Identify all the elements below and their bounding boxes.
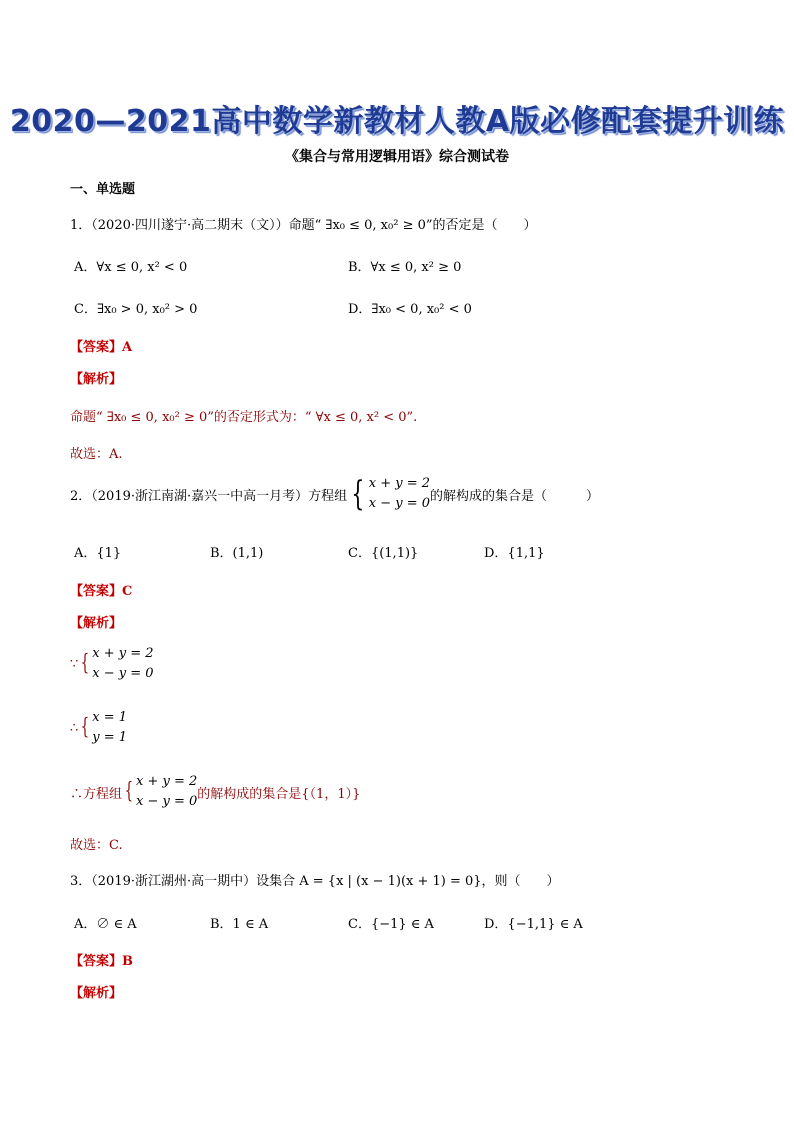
q2-answer: [70, 580, 132, 599]
q2-solution-system: [78, 708, 127, 748]
answer-label: 【答案】: [70, 954, 123, 969]
q2-because: [70, 644, 154, 684]
brace-icon: {: [351, 474, 365, 514]
q1-option-d: D．∃x₀ < 0, x₀² < 0: [348, 302, 472, 317]
q2-eq1: x + y = 2: [136, 774, 198, 789]
q3-answer: [70, 950, 133, 969]
q2-sol2: y = 1: [92, 730, 128, 745]
q3-option-b: B．1 ∈ A: [210, 917, 269, 932]
q1-option-a: A．∀x ≤ 0, x² < 0: [74, 260, 188, 275]
q2-concl-post: 的解构成的集合是{（1，1）}: [197, 786, 361, 802]
page-title: 2020—2021高中数学新教材人教A版必修配套提升训练: [9, 104, 785, 139]
q2-concl-pre: ∴方程组: [70, 786, 123, 802]
q3-option-d: D．{−1,1} ∈ A: [484, 917, 583, 932]
q2-eq2: x − y = 0: [92, 666, 154, 681]
brace-icon: {: [124, 779, 134, 804]
answer-value: C: [122, 584, 133, 599]
q2-eq2: x − y = 0: [368, 496, 431, 511]
q2-stem: [70, 474, 599, 514]
q2-equation-system: [347, 474, 430, 514]
brace-icon: {: [81, 651, 90, 676]
q1-analysis-label: 【解析】: [70, 372, 123, 387]
q2-eq2: x − y = 0: [136, 794, 198, 809]
q1-option-c: C．∃x₀ > 0, x₀² > 0: [74, 302, 198, 317]
answer-value: B: [122, 954, 134, 969]
q1-stem: 1．（2020·四川遂宁·高二期末（文））命题“ ∃x₀ ≤ 0, x₀² ≥ 0”的否定是（ ）: [70, 218, 537, 233]
q2-choose: 故选：C.: [70, 838, 123, 853]
answer-value: A: [122, 340, 133, 355]
q3-stem: 3．（2019·浙江湖州·高一期中）设集合 A = {x | (x − 1)(x + 1) = 0}，则（ ）: [70, 874, 560, 889]
q1-option-b: B．∀x ≤ 0, x² ≥ 0: [348, 260, 462, 275]
q1-answer: [70, 336, 132, 355]
brace-icon: {: [81, 715, 90, 740]
q2-option-b: B．(1,1): [210, 546, 264, 561]
q2-analysis-label: 【解析】: [70, 616, 123, 631]
because-symbol: ∵: [70, 656, 79, 672]
q2-stem-pre: 2．（2019·浙江南湖·嘉兴一中高一月考）方程组: [70, 488, 348, 504]
q2-option-a: A．{1}: [74, 546, 122, 561]
q3-option-c: C．{−1} ∈ A: [348, 917, 434, 932]
q2-sol1: x = 1: [92, 710, 128, 725]
answer-label: 【答案】: [70, 584, 123, 599]
q2-option-c: C．{(1,1)}: [348, 546, 419, 561]
q3-option-a: A．∅ ∈ A: [74, 917, 137, 932]
q2-eq1: x + y = 2: [92, 646, 154, 661]
section-heading: 一、单选题: [70, 182, 136, 197]
q2-therefore: [70, 708, 127, 748]
therefore-symbol: ∴: [70, 720, 79, 736]
q2-option-d: D．{1,1}: [484, 546, 545, 561]
page-subtitle: 《集合与常用逻辑用语》综合测试卷: [285, 149, 509, 165]
q1-analysis-text: 命题“ ∃x₀ ≤ 0, x₀² ≥ 0”的否定形式为：“ ∀x ≤ 0, x² < 0”.: [70, 410, 418, 425]
answer-label: 【答案】: [70, 340, 123, 355]
q2-eq1: x + y = 2: [368, 476, 431, 491]
q2-conclusion-system: [122, 772, 197, 812]
q2-because-system: [78, 644, 153, 684]
q2-conclusion: [70, 772, 360, 812]
q3-analysis-label: 【解析】: [70, 986, 123, 1001]
q2-stem-post: 的解构成的集合是（ ）: [430, 488, 600, 504]
q1-choose: 故选：A.: [70, 447, 123, 462]
